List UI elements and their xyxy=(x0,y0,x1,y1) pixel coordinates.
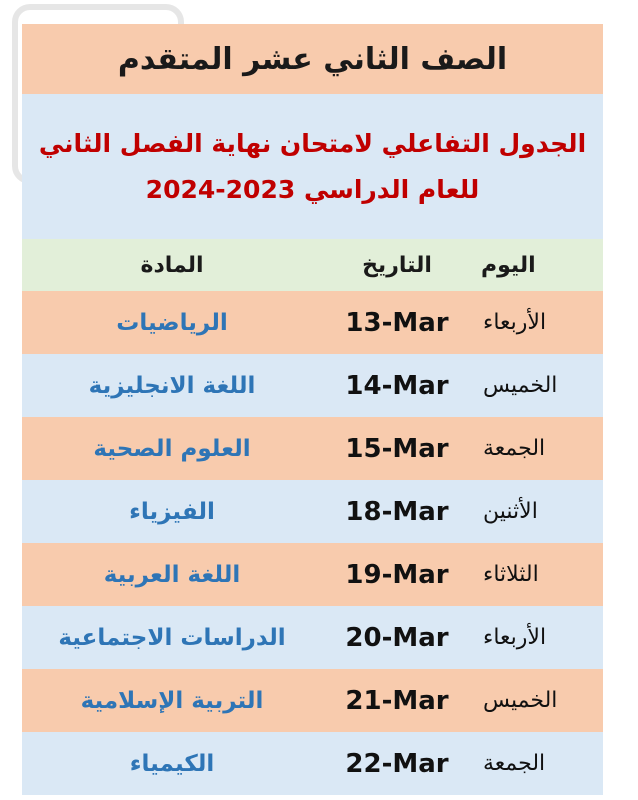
row-date: 20-Mar xyxy=(345,622,449,653)
subtitle-line-2: للعام الدراسي 2023-2024 xyxy=(145,174,480,204)
row-day: الخميس xyxy=(483,688,558,713)
row-day: الثلاثاء xyxy=(483,562,539,587)
row-day: الأربعاء xyxy=(483,310,547,335)
row-subject: الفيزياء xyxy=(129,498,215,525)
row-subject: العلوم الصحية xyxy=(93,435,251,462)
row-date: 15-Mar xyxy=(345,433,449,464)
table-row xyxy=(22,669,603,732)
table-header-row xyxy=(22,239,603,291)
row-day-cell xyxy=(483,669,595,732)
row-day-cell xyxy=(483,291,595,354)
row-date-cell xyxy=(322,669,472,732)
row-date: 22-Mar xyxy=(345,748,449,779)
subtitle-row xyxy=(22,94,603,239)
row-subject-cell xyxy=(22,480,322,543)
row-date: 14-Mar xyxy=(345,370,449,401)
row-date-cell xyxy=(322,417,472,480)
table-row xyxy=(22,543,603,606)
row-subject-cell xyxy=(22,354,322,417)
row-date: 13-Mar xyxy=(345,307,449,338)
table-row xyxy=(22,480,603,543)
row-day: الخميس xyxy=(483,373,558,398)
row-subject: الكيمياء xyxy=(129,750,215,777)
row-day-cell xyxy=(483,417,595,480)
row-day: الأثنين xyxy=(483,499,538,524)
row-date-cell xyxy=(322,543,472,606)
row-day-cell xyxy=(483,543,595,606)
row-subject-cell xyxy=(22,291,322,354)
title-row xyxy=(22,24,603,94)
row-date: 18-Mar xyxy=(345,496,449,527)
row-date: 21-Mar xyxy=(345,685,449,716)
row-subject-cell xyxy=(22,543,322,606)
row-subject: الرياضيات xyxy=(116,309,228,336)
row-day-cell xyxy=(483,606,595,669)
header-day: اليوم xyxy=(481,252,536,278)
table-row xyxy=(22,354,603,417)
page-title: الصف الثاني عشر المتقدم xyxy=(117,41,508,77)
row-day-cell xyxy=(483,354,595,417)
subtitle-line-1: الجدول التفاعلي لامتحان نهاية الفصل الثاني xyxy=(38,128,587,158)
header-date-cell xyxy=(322,239,472,291)
row-subject: التربية الإسلامية xyxy=(80,687,264,714)
exam-schedule-table xyxy=(22,24,603,782)
row-subject-cell xyxy=(22,669,322,732)
row-date-cell xyxy=(322,606,472,669)
row-date-cell xyxy=(322,354,472,417)
row-subject: اللغة الانجليزية xyxy=(88,372,256,399)
table-row xyxy=(22,417,603,480)
row-date-cell xyxy=(322,291,472,354)
row-day: الأربعاء xyxy=(483,625,547,650)
header-subject: المادة xyxy=(140,252,204,278)
row-day: الجمعة xyxy=(483,436,546,461)
row-day-cell xyxy=(483,480,595,543)
row-day: الجمعة xyxy=(483,751,546,776)
header-subject-cell xyxy=(22,239,322,291)
header-date: التاريخ xyxy=(362,252,432,278)
table-row xyxy=(22,606,603,669)
row-subject-cell xyxy=(22,606,322,669)
row-date-cell xyxy=(322,480,472,543)
row-subject: الدراسات الاجتماعية xyxy=(58,624,286,651)
row-subject-cell xyxy=(22,732,322,795)
row-date: 19-Mar xyxy=(345,559,449,590)
row-subject-cell xyxy=(22,417,322,480)
table-row xyxy=(22,291,603,354)
header-day-cell xyxy=(481,239,593,291)
row-day-cell xyxy=(483,732,595,795)
row-subject: اللغة العربية xyxy=(103,561,241,588)
row-date-cell xyxy=(322,732,472,795)
table-row xyxy=(22,732,603,795)
